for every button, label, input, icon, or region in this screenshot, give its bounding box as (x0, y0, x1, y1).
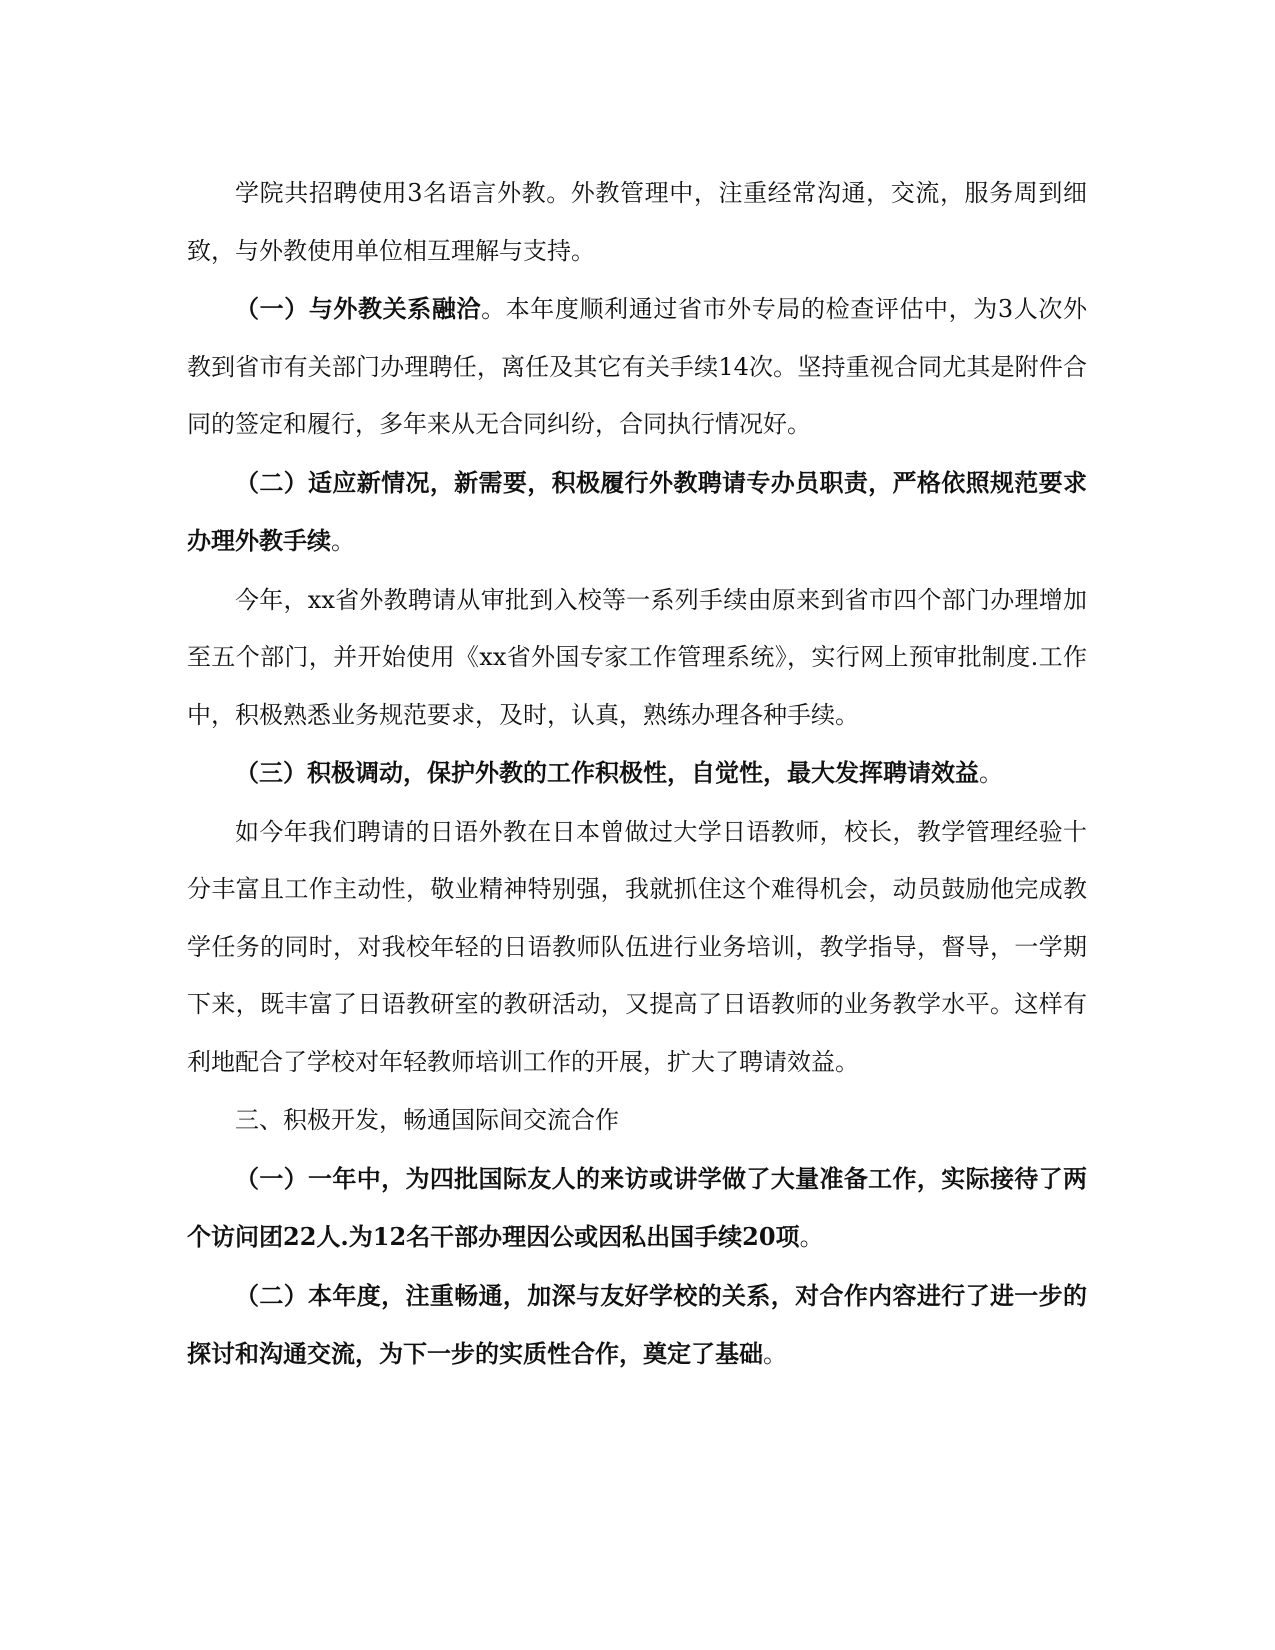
paragraph-lead: （一）一年中，为四批国际友人的来访或讲学做了大量准备工作，实际接待了两个访问团22人.为12名干部办理因公或因私出国手续20项 (187, 1163, 1087, 1251)
paragraph-relations (187, 280, 1087, 454)
paragraph-lead: （一）与外教关系融洽 (235, 294, 482, 323)
paragraph-text: 。 (979, 759, 1003, 787)
paragraph-lead: （二）本年度，注重畅通，加深与友好学校的关系，对合作内容进行了进一步的探讨和沟通交流，为下一步的实质性合作，奠定了基础 (187, 1280, 1087, 1368)
paragraph-text: 。本年度顺利通过省市外专局的检查评估中，为3人次外教到省市有关部门办理聘任，离任及其它有关手续14次。坚持重视合同尤其是附件合同的签定和履行，多年来从无合同纠纷，合同执行情况好。 (187, 295, 1087, 438)
paragraph-motivation (187, 744, 1087, 803)
paragraph-text: 。 (799, 1223, 824, 1251)
paragraph-text: 今年，xx省外教聘请从审批到入校等一系列手续由原来到省市四个部门办理增加至五个部门，并开始使用《xx省外国专家工作管理系统》，实行网上预审批制度.工作中，积极熟悉业务规范要求，及时，认真，熟练办理各种手续。 (187, 585, 1087, 729)
paragraph-text: 学院共招聘使用3名语言外教。外教管理中，注重经常沟通，交流，服务周到细致，与外教使用单位相互理解与支持。 (187, 179, 1087, 265)
paragraph-text: 三、积极开发，畅通国际间交流合作 (235, 1106, 619, 1134)
paragraph-japanese-teacher (187, 803, 1087, 1092)
paragraph-new-situation (187, 454, 1087, 571)
paragraph-lead: （二）适应新情况，新需要，积极履行外教聘请专办员职责，严格依照规范要求办理外教手续 (187, 467, 1087, 555)
paragraph-foreign-teachers-intro (187, 164, 1087, 280)
paragraph-this-year (187, 571, 1087, 745)
paragraph-text: 。 (331, 527, 355, 555)
section-heading-international-exchange (187, 1091, 1087, 1150)
paragraph-lead: （三）积极调动，保护外教的工作积极性，自觉性，最大发挥聘请效益 (235, 758, 979, 787)
paragraph-partner-schools (187, 1267, 1087, 1384)
document-body (187, 164, 1087, 1384)
paragraph-text: 如今年我们聘请的日语外教在日本曾做过大学日语教师，校长，教学管理经验十分丰富且工作主动性，敬业精神特别强，我就抓住这个难得机会，动员鼓励他完成教学任务的同时，对我校年轻的日语教师队伍进行业务培训，教学指导，督导，一学期下来，既丰富了日语教研室的教研活动，又提高了日语教师的业务教学水平。这样有利地配合了学校对年轻教师培训工作的开展，扩大了聘请效益。 (187, 817, 1087, 1076)
paragraph-visits (187, 1150, 1087, 1267)
paragraph-text: 。 (763, 1340, 787, 1368)
